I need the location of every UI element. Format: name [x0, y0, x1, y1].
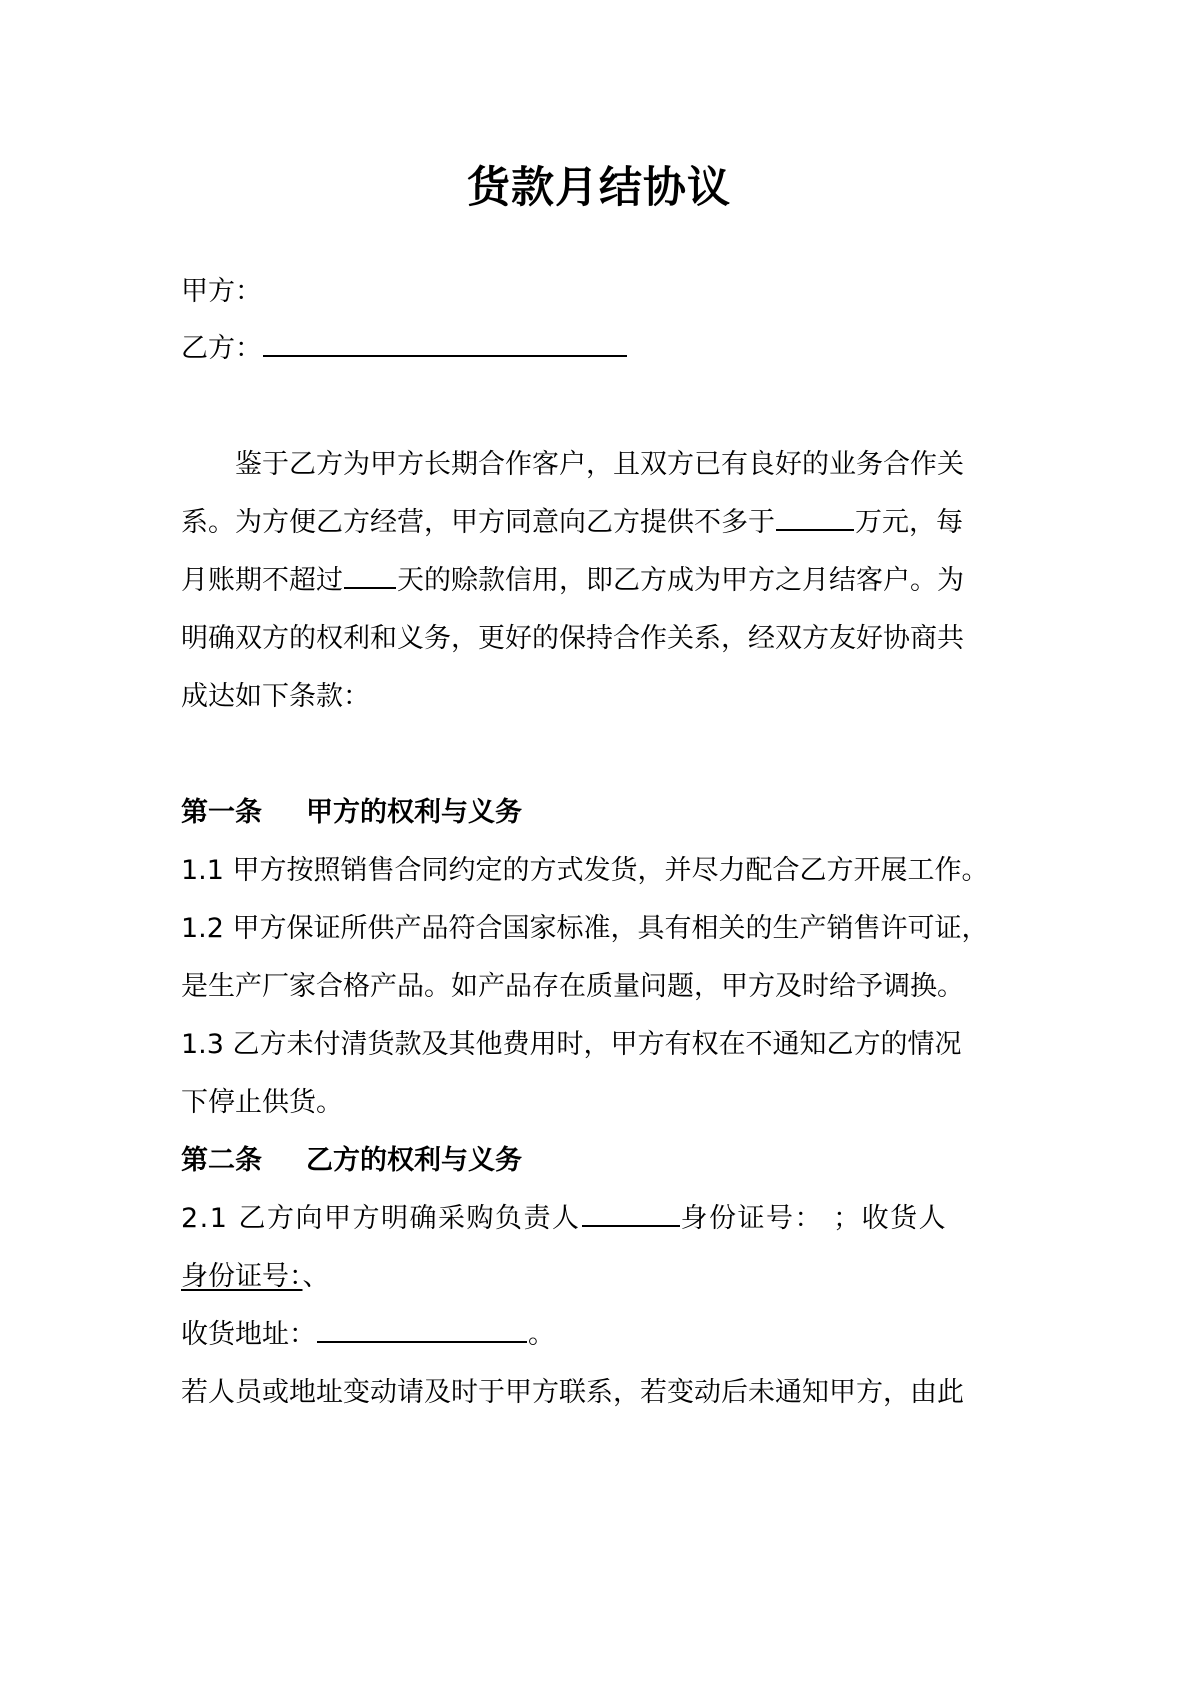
article-1-title: 甲方的权利与义务 — [306, 797, 522, 828]
intro-line-3-text-b: 天的赊款信用，即乙方成为甲方之月结客户。为 — [397, 565, 964, 596]
article-2-title: 乙方的权利与义务 — [306, 1145, 522, 1176]
clause-2-1-line-2 — [181, 1257, 330, 1297]
article-2-heading — [181, 1141, 522, 1181]
consignee-id-tail: 、 — [302, 1261, 330, 1292]
party-b-line — [181, 329, 628, 369]
intro-line-1: 鉴于乙方为甲方长期合作客户，且双方已有良好的业务合作关 — [235, 449, 964, 480]
clause-1-2-line-1: 1.2 甲方保证所供产品符合国家标准，具有相关的生产销售许可证， — [181, 913, 989, 944]
address-tail: 。 — [528, 1319, 555, 1350]
address-blank[interactable] — [317, 1315, 527, 1343]
clause-2-1-text-a: 2.1 乙方向甲方明确采购负责人 — [181, 1203, 581, 1234]
clause-1-1: 1.1 甲方按照销售合同约定的方式发货，并尽力配合乙方开展工作。 — [181, 855, 989, 886]
article-1-heading — [181, 793, 522, 833]
credit-days-blank[interactable] — [344, 561, 396, 589]
party-a-line — [181, 272, 262, 312]
document-page — [181, 0, 1051, 1683]
article-1-number: 第一条 — [181, 797, 262, 828]
intro-line-5: 成达如下条款： — [181, 681, 370, 712]
clause-1-3-line-1: 1.3 乙方未付清货款及其他费用时，甲方有权在不通知乙方的情况 — [181, 1029, 962, 1060]
credit-amount-blank[interactable] — [776, 503, 854, 531]
consignee-id-label: 身份证号： — [181, 1261, 303, 1292]
intro-line-2-text-b: 万元，每 — [855, 507, 963, 538]
party-b-label: 乙方： — [181, 333, 262, 364]
clause-2-1-text-b: 身份证号： ；收货人 — [680, 1203, 948, 1234]
document-title: 货款月结协议 — [467, 163, 731, 213]
address-label: 收货地址： — [181, 1319, 316, 1350]
party-a-label: 甲方： — [181, 276, 262, 307]
article-2-number: 第二条 — [181, 1145, 262, 1176]
purchaser-blank[interactable] — [582, 1199, 680, 1227]
intro-line-2-text-a: 系。为方便乙方经营，甲方同意向乙方提供不多于 — [181, 507, 775, 538]
party-b-blank[interactable] — [263, 329, 627, 357]
address-line — [181, 1315, 555, 1355]
intro-line-2 — [181, 503, 963, 543]
clause-2-2-line-1: 若人员或地址变动请及时于甲方联系，若变动后未通知甲方，由此 — [181, 1377, 964, 1408]
intro-line-3-text-a: 月账期不超过 — [181, 565, 343, 596]
clause-1-2-line-2: 是生产厂家合格产品。如产品存在质量问题，甲方及时给予调换。 — [181, 971, 964, 1002]
intro-line-3 — [181, 561, 964, 601]
intro-line-4: 明确双方的权利和义务，更好的保持合作关系，经双方友好协商共 — [181, 623, 964, 654]
clause-2-1-line-1 — [181, 1199, 947, 1239]
clause-1-3-line-2: 下停止供货。 — [181, 1087, 343, 1118]
